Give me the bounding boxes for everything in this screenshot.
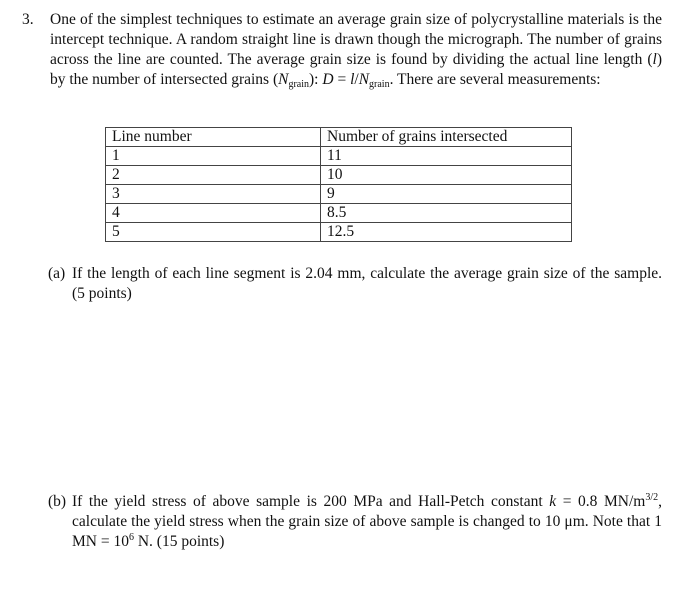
part-b-text-4: N. (15 points) xyxy=(133,533,225,550)
formula-l: l xyxy=(350,71,355,88)
cell-grains: 9 xyxy=(321,185,572,204)
intro-text-4: . There are several measurements: xyxy=(389,71,601,88)
problem-3 xyxy=(22,10,662,90)
formula-n: N xyxy=(358,71,370,88)
table-header-row xyxy=(106,128,572,147)
table-row xyxy=(106,204,572,223)
cell-grains: 12.5 xyxy=(321,223,572,242)
header-grains-intersected: Number of grains intersected xyxy=(321,128,572,147)
cell-grains: 8.5 xyxy=(321,204,572,223)
sup-exponent: 3/2 xyxy=(645,492,659,503)
cell-line-number: 5 xyxy=(106,223,321,242)
table-row xyxy=(106,147,572,166)
cell-grains: 11 xyxy=(321,147,572,166)
part-b-text xyxy=(72,492,662,552)
header-line-number: Line number xyxy=(106,128,321,147)
cell-line-number: 2 xyxy=(106,166,321,185)
cell-grains: 10 xyxy=(321,166,572,185)
intro-text-2: ) by the number of intersected grains ( xyxy=(50,51,662,88)
cell-line-number: 4 xyxy=(106,204,321,223)
var-n: N xyxy=(278,71,289,88)
part-a-label: (a) xyxy=(48,265,66,282)
part-b-text-3: , calculate the yield stress when the grain size of above sample is changed to 10 μm. Note that 1 MN = 10 xyxy=(72,493,662,550)
table-row xyxy=(106,166,572,185)
problem-intro xyxy=(50,10,662,90)
formula-d: D xyxy=(322,71,334,88)
formula-eq: = xyxy=(333,71,351,88)
formula-slash: / xyxy=(354,71,359,88)
intro-text-1: One of the simplest techniques to estimate an average grain size of polycrystalline materials is the intercept technique. A random straight line is drawn though the micrograph. The number of grains across the line are counted. The average grain size is found by dividing the actual line length ( xyxy=(50,11,662,68)
formula-sub-grain: grain xyxy=(369,79,390,90)
var-l: l xyxy=(652,51,657,68)
part-b-text-2: = 0.8 MN/m xyxy=(556,493,646,510)
intro-text-3: ): xyxy=(309,71,323,88)
var-k: k xyxy=(549,493,557,510)
measurements-table xyxy=(105,127,572,242)
table-row xyxy=(106,185,572,204)
sub-grain: grain xyxy=(288,79,310,90)
part-a xyxy=(48,264,662,304)
part-b-label: (b) xyxy=(48,493,67,510)
table-row xyxy=(106,223,572,242)
sup-six: 6 xyxy=(128,532,134,543)
part-a-text: If the length of each line segment is 2.04 mm, calculate the average grain size of the sample. (5 points) xyxy=(72,265,662,302)
question-number: 3. xyxy=(22,11,34,28)
part-b xyxy=(48,492,662,552)
cell-line-number: 3 xyxy=(106,185,321,204)
cell-line-number: 1 xyxy=(106,147,321,166)
part-b-text-1: If the yield stress of above sample is 200 MPa and Hall-Petch constant xyxy=(72,493,550,510)
